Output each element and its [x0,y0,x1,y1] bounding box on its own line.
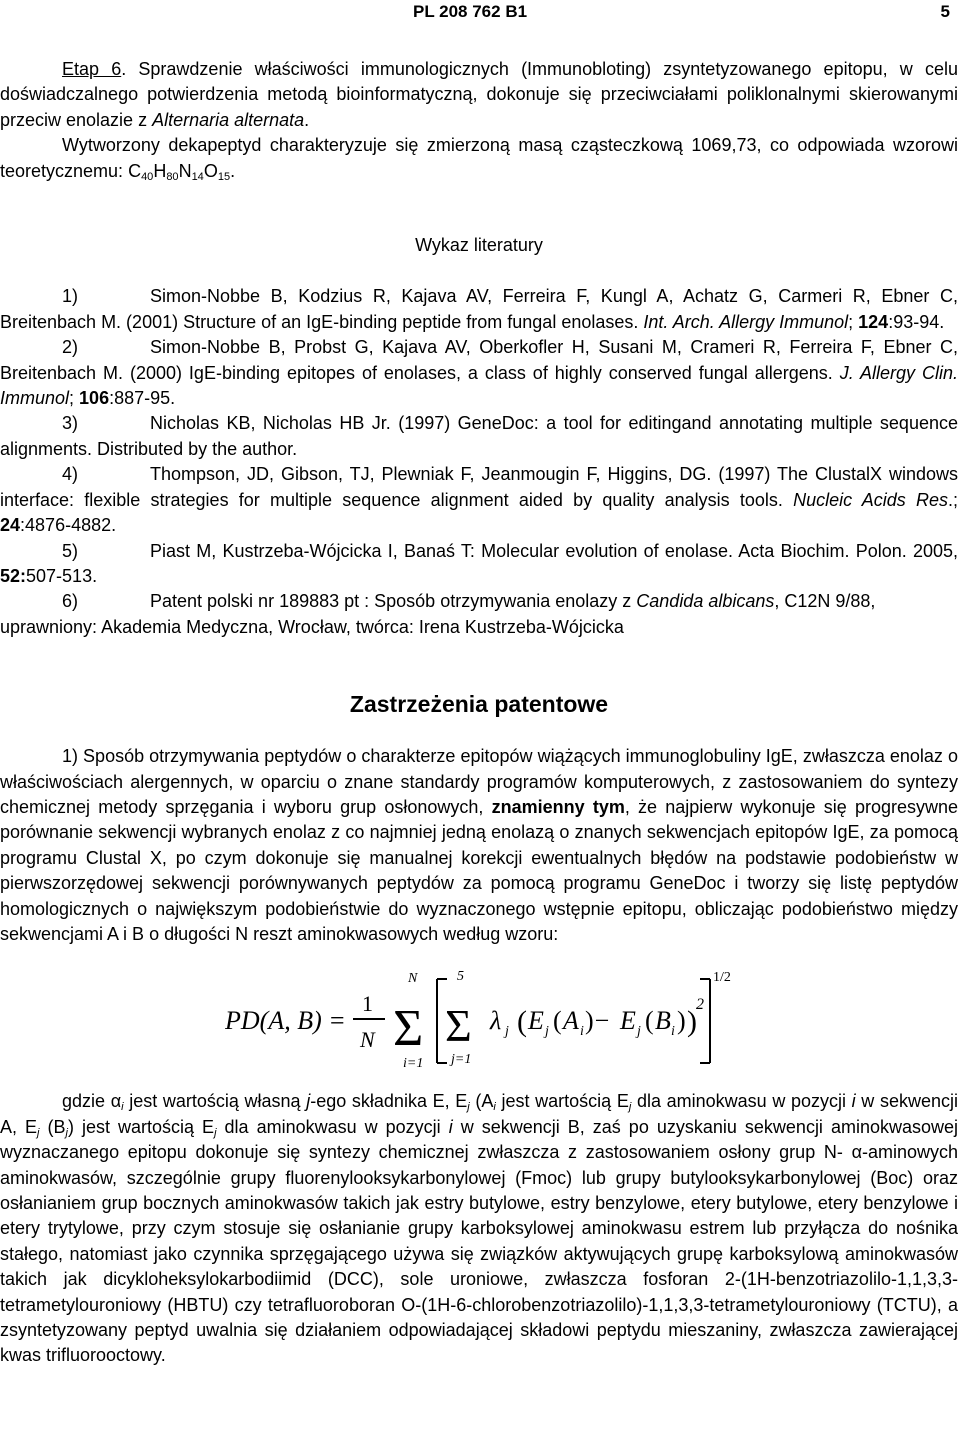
etap-paragraph [0,57,958,133]
claim-keyword: znamienny tym [491,796,625,817]
formula-molecular: $C_{40}H_{80}N_{14}O_{15}$. [128,160,236,183]
svg-text:E: E [528,1006,544,1036]
svg-text:E: E [620,1006,636,1036]
svg-text:j: j [545,1024,549,1040]
svg-text:5: 5 [457,969,464,985]
svg-text:): ) [677,1006,686,1036]
svg-text:2: 2 [696,996,704,1014]
mass-paragraph [0,133,958,184]
svg-text:PD(A, B) =: PD(A, B) = [225,1006,346,1036]
page-number: 5 [940,2,950,21]
svg-text:(: ( [517,1005,527,1039]
svg-text:Σ: Σ [445,1000,472,1052]
literature-title: Wykaz literatury [415,235,543,256]
svg-text:(: ( [553,1006,562,1036]
svg-text:i=1: i=1 [403,1056,424,1072]
reference-item: 6) Patent polski nr 189883 pt : Sposób otrzymywania enolazy z Candida albicans, C12N 9/88, uprawniony: Akademia Medyczna, Wrocław, twórca: Irena Kustrzeba-Wójcicka [0,591,876,637]
reference-item: 2) Simon-Nobbe B, Probst G, Kajava AV, Oberkofler H, Susani M, Crameri R, Ferreira F, Ebner C, Breitenbach M. (2000) IgE-binding epitopes of enolases, a class of highly conserved fungal allergens. J. Allergy Clin. Immunol; 106:887-95. [0,337,958,409]
svg-text:): ) [585,1006,594,1036]
reference-item: 1) Simon-Nobbe B, Kodzius R, Kajava AV, Ferreira F, Kungl A, Achatz G, Carmeri R, Ebner C, Breitenbach M. (2001) Structure of an IgE-binding peptide from fungal enolases. Int. Arch. Allergy Immunol; 124:93-94. [0,286,958,332]
svg-text:N: N [360,1027,375,1053]
etap-label: Etap 6 [62,59,122,79]
svg-text:i: i [580,1024,584,1040]
svg-text:A: A [563,1006,579,1036]
svg-text:λ: λ [490,1006,502,1036]
svg-text:1: 1 [362,991,373,1017]
svg-text:Σ: Σ [393,1000,424,1058]
organism-name: Alternaria alternata [152,109,305,130]
svg-text:−: − [593,1006,611,1036]
svg-text:1/2: 1/2 [713,970,731,986]
svg-text:): ) [687,1005,697,1039]
etap-text-end: . [304,109,310,130]
svg-text:i: i [671,1024,675,1040]
gdzie-paragraph: gdzie $\alpha_i$ jest wartością własną j-ego składnika E, $E_j$ ($A_i$ jest wartością $E_j$ dla aminokwasu w pozycji i w sekwencji A, $E_j$ $(B_j)$ jest wartością $E_j$ dla aminokwasu w pozycji i w sekwencji B, zaś po uzyskaniu sekwencji aminokwasowej wyznaczanego epitopu dokonuje się syntezy chemicznej zwłaszcza z zastosowaniem osłony grup N- α-aminowych aminokwasów, szczególnie grupy fluorenylooksykarbonylowej (Fmoc) lub grupy butylooksykarbonylowej (Boc) oraz osłanianiem grup bocznych aminokwasów takich jak estry butylowe, estry benzylowe, etery butylowe, etery benzylowe i etery trytylowe, przy czym stosuje się osłanianie grupy karboksylowej aminokwasu estrem lub przyłącza do nośnika stałego, natomiast jako czynnika sprzęgającego używa się związków aktywujących grupę karboksylową aminokwasów takich jak dicykloheksylokarbodiimid (DCC), sole uroniowe, zwłaszcza fosforan 2-(1H-benzotriazolilo-1,1,3,3-tetrametylouroniowy (HBTU) czy tetrafluoroboran O-(1H-6-chlorobenzotriazolilo)-1,1,3,3-tetrametylouroniowy (TCTU), a zsyntetyzowany peptyd uwalnia się działaniem odpowiadającej składowi peptydu mieszaniny, zwłaszcza zawierającej kwas trifluorooctowy. [0,1091,959,1366]
mass-text: Wytworzony dekapeptyd charakteryzuje się zmierzoną masą cząsteczkową 1069,73, co odpowiada wzorowi teoretycznemu: [0,135,958,181]
page-header [0,0,960,30]
claim-1-paragraph: 1) Sposób otrzymywania peptydów o charakterze epitopów wiążących immunoglobuliny IgE, zwłaszcza enolaz o właściwościach alergennych, w oparciu o znane standardy programów komputerowych, z zastosowaniem do syntezy chemicznej metody sprzęgania i wyboru grup osłonowych, znamienny tym, że najpierw wykonuje się progresywne porównanie sekwencji wybranych enolaz z co najmniej jedną enolazą o znanych sekwencjach epitopów IgE, za pomocą programu Clustal X, po czym dokonuje się manualnej korekcji ewentualnych błędów na podstawie podobieństw w pierwszorzędowej sekwencji porównywanych peptydów za pomocą programu GeneDoc i tworzy się listę peptydów homologicznych o największym podobieństwie do wyznaczonego wstępnie epitopu, obliczając podobieństwo między sekwencjami A i B o długości N reszt aminokwasowych według wzoru: [0,746,958,944]
document-id: PL 208 762 B1 [413,2,528,21]
svg-text:N: N [408,971,418,987]
svg-text:(: ( [645,1006,654,1036]
reference-item: 3) Nicholas KB, Nicholas HB Jr. (1997) GeneDoc: a tool for editingand annotating multiple sequence alignments. Distributed by the author. [0,413,958,459]
similarity-formula [225,967,745,1077]
alpha-symbol: α [851,1142,862,1163]
svg-text:j=1: j=1 [451,1052,472,1068]
etap-text: . Sprawdzenie właściwości immunologicznych (Immunobloting) zsyntetyzowanego epitopu, w celu doświadczalnego potwierdzenia metodą bioinformatyczną, dokonuje się przeciwciałami poliklonalnymi skierowanymi przeciw enolazie z [0,59,958,130]
alpha-symbol: α [110,1091,122,1112]
reference-item: 4) Thompson, JD, Gibson, TJ, Plewniak F, Jeanmougin F, Higgins, DG. (1997) The ClustalX windows interface: flexible strategies for multiple sequence alignment aided by quality analysis tools. Nucleic Acids Res.; 24:4876-4882. [0,464,958,536]
svg-text:j: j [505,1024,509,1040]
reference-item: 5) Piast M, Kustrzeba-Wójcicka I, Banaś T: Molecular evolution of enolase. Acta Biochim. Polon. 2005, 52:507-513. [0,540,958,586]
document-body [0,57,958,1369]
svg-text:j: j [637,1024,641,1040]
svg-text:B: B [655,1006,671,1036]
claims-title: Zastrzeżenia patentowe [349,691,609,718]
